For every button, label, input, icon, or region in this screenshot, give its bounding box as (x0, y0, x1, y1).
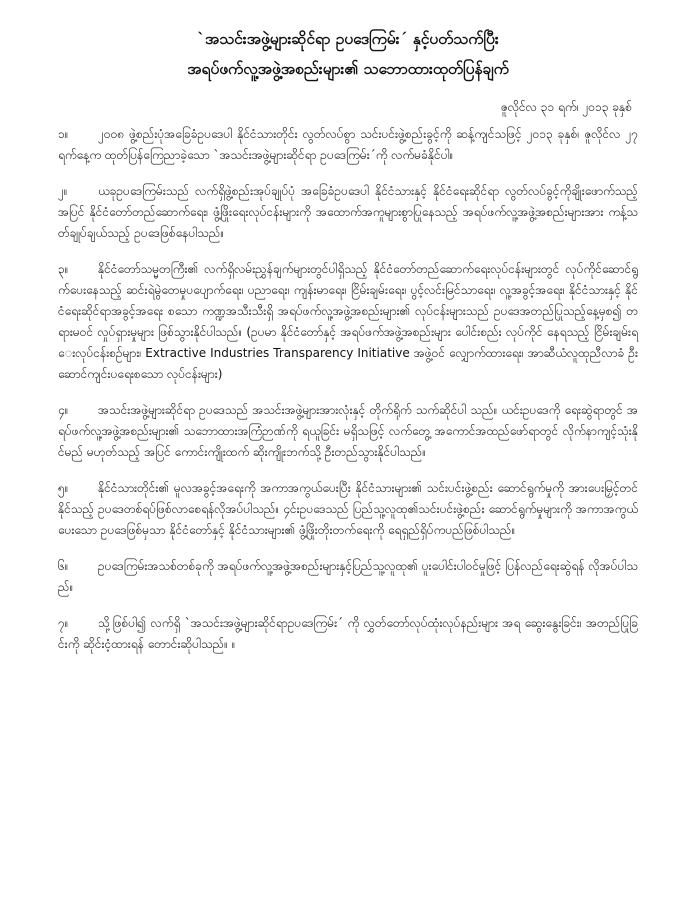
statement-date: ဇူလိုင်လ ၃၁ ရက်၊ ၂၀၁၃ ခုနှစ် (500, 100, 632, 114)
paragraph-number: ၁။ (58, 127, 69, 141)
paragraph-number: ၆။ (58, 559, 69, 573)
title-line-2: အရပ်ဖက်လူ့အဖွဲ့အစည်းများ၏ သဘောထားထုတ်ပြန်ချက် (187, 60, 509, 78)
paragraph-text: ဥပဒေကြမ်းအသစ်တစ်ခုကို အရပ်ဖက်လူ့အဖွဲ့အစည်းများနှင့်ပြည်သူ့လူထု၏ ပူးပေါင်းပါဝင်မှုဖြင့် ပြန်လည်ရေးဆွဲရန် လိုအပ်ပါသည်။ (58, 559, 638, 594)
paragraph-3 (58, 259, 638, 385)
paragraph-text: နိုင်ငံသားတိုင်း၏ မူလအခွင့်အရေးကို အကာအကွယ်ပေးပြီး နိုင်ငံသားများ၏ သင်းပင်းဖွဲ့စည်း ဆောင်ရွက်မှုကို အားပေးမြှင့်တင်နိုင်သည့် ဥပဒေတစ်ရပ်ဖြစ်လာစေရန်လိုအပ်ပါသည်။ ၄င်းဥပဒေသည် ပြည်သူ့လူထု၏သင်းပင်းဖွဲ့စည်း ဆောင်ရွက်မှုများကို အကာအကွယ်ပေးသော ဥပဒေဖြစ်မှသာ နိုင်ငံတော်နှင့် နိုင်ငံသားများ၏ ဖွံ့ဖြိုးတိုးတက်ရေးကို ရေရှည်ရှိပ်ကပည်ဖြစ်ပါသည်။ (58, 481, 638, 537)
paragraph-6 (58, 556, 638, 598)
paragraph-2 (58, 181, 638, 244)
paragraph-text: သို့ဖြစ်ပါ၍ လက်ရှိ `အသင်းအဖွဲ့များဆိုင်ရာဥပဒေကြမ်း´ ကို လွှတ်တော်လုပ်ထုံးလုပ်နည်းများ အရ ဆွေးနွေးခြင်း၊ အတည်ပြုခြင်းကို ဆိုင်းငံ့ထားရန် တောင်းဆိုပါသည်။ ။ (58, 616, 638, 651)
paragraph-1 (58, 124, 638, 166)
paragraph-number: ၃။ (58, 262, 69, 276)
document-title (58, 24, 638, 84)
paragraph-number: ၅။ (58, 481, 69, 495)
paragraph-text: နိုင်ငံတော်သမ္မတကြီး၏ လက်ရှိလမ်းညွှန်ချက်များတွင်ပါရှိသည့် နိုင်ငံတော်တည်ဆောက်ရေးလုပ်ငန်းများတွင် လုပ်ကိုင်ဆောင်ရွက်ပေးနေသည့် ဆင်းရဲမွဲတေမှုပပျောက်ရေး၊ ပညာရေး၊ ကျန်းမာရေး၊ ငြိမ်းချမ်းရေး၊ ပွင့်လင်းမြင်သာရေး၊ လူ့အခွင့်အရေး၊ နိုင်ငံသားနှင့် နိုင်ငံရေးဆိုင်ရာအခွင့်အရေး စသော ကဏ္ဍအသီးသီးရှိ အရပ်ဖက်လူ့အဖွဲ့အစည်းများ၏ လုပ်ငန်းများသည် ဥပဒေအတည်ပြုသည့်နေ့မှစ၍ တရားမဝင် လှုပ်ရှားမှုများ ဖြစ်သွားနိုင်ပါသည်။ (ဥပမာ နိုင်ငံတော်နှင့် အရပ်ဖက်အဖွဲ့အစည်းများ ပေါင်းစည်း လုပ်ကိုင် နေရသည့် ငြိမ်းချမ်းရေးလုပ်ငန်းစဉ်များ၊ Extractive Industries Transparency Initiative အဖွဲ့ဝင် လျှောက်ထားရေး၊ အာဆီယံလူထုညီလာခံ ဦးဆောင်ကျင်းပရေးစသော လုပ်ငန်းများ) (58, 262, 638, 381)
paragraph-5 (58, 478, 638, 541)
paragraph-number: ၂။ (58, 184, 68, 198)
paragraph-text: ယခုဥပဒေကြမ်းသည် လက်ရှိဖွဲ့စည်းအုပ်ချုပ်ပုံ အခြေခံဥပဒေပါ နိုင်ငံသားနှင့် နိုင်ငံရေးဆိုင်ရာ လွတ်လပ်ခွင့်ကိုချိုးဖောက်သည့်အပြင် နိုင်ငံတော်တည်ဆောက်ရေး၊ ဖွံ့ဖြိုးရေးလုပ်ငန်းများကို အထောက်အကူများစွာပြုနေသည့် အရပ်ဖက်လူ့အဖွဲ့အစည်းများအား ကန့်သတ်ချုပ်ချယ်သည့် ဥပဒေဖြစ်နေပါသည်။ (58, 184, 638, 240)
paragraph-text: အသင်းအဖွဲ့များဆိုင်ရာ ဥပဒေသည် အသင်းအဖွဲ့များအားလုံးနှင့် တိုက်ရိုက် သက်ဆိုင်ပါ သည်။ ယင်းဥပဒေကို ရေးဆွဲရာတွင် အရပ်ဖက်လူ့အဖွဲ့အစည်းများ၏ သဘောထားအကြံဉာဏ်ကို ရယူခြင်း မရှိသဖြင့် လက်တွေ့ အကောင်အထည်ဖော်ရာတွင် လိုက်နာကျင့်သုံးနိုင်မည် မဟုတ်သည့် အပြင် ကောင်းကျိုးထက် ဆိုးကျိုးဘက်သို့ ဦးတည်သွားနိုင်ပါသည်။ (58, 403, 638, 459)
paragraph-number: ၄။ (58, 403, 69, 417)
paragraph-4 (58, 400, 638, 463)
paragraph-7 (58, 613, 638, 655)
paragraph-text: ၂၀၀၈ ဖွဲ့စည်းပုံအခြေခံဥပဒေပါ နိုင်ငံသားတိုင်း လွတ်လပ်စွာ သင်းပင်းဖွဲ့စည်းခွင့်ကို ဆန့်ကျင်သဖြင့် ၂၀၁၃ ခုနှစ်၊ ဇူလိုင်လ ၂၇ ရက်နေ့က ထုတ်ပြန်ကြေညာခဲ့သော `အသင်းအဖွဲ့များဆိုင်ရာ ဥပဒေကြမ်း´ကို လက်မခံနိုင်ပါ။ (58, 127, 638, 162)
title-line-1: `အသင်းအဖွဲ့များဆိုင်ရာ ဥပဒေကြမ်း´ နှင့်ပတ်သက်ပြီး (197, 30, 499, 48)
paragraph-number: ၇။ (58, 616, 69, 630)
